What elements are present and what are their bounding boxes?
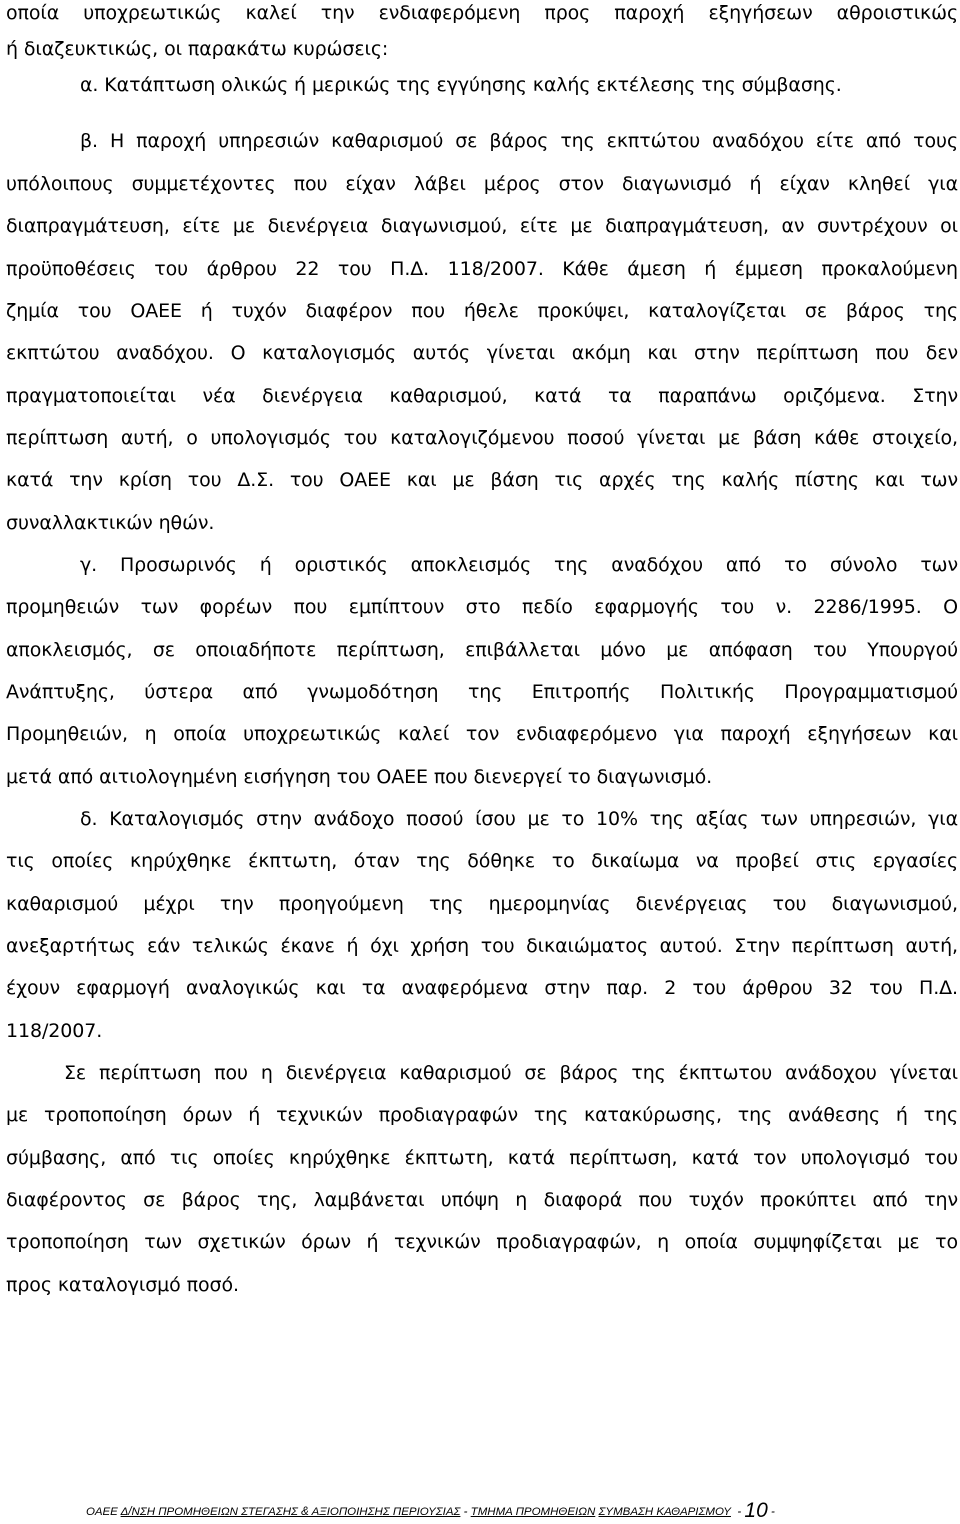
footer-section: ΤΜΗΜΑ ΠΡΟΜΗΘΕΙΩΝ bbox=[470, 1506, 596, 1518]
text-line-12: κατά την κρίση του Δ.Σ. του ΟΑΕΕ και με βάση τις αρχές της καλής πίστης και των bbox=[6, 469, 958, 491]
text-line-6: διαπραγμάτευση, είτε με διενέργεια διαγωνισμού, είτε με διαπραγμάτευση, αν συντρέχουν οι bbox=[6, 215, 958, 237]
text-line-29: διαφέροντος σε βάρος της, λαμβάνεται υπόψη η διαφορά που τυχόν προκύπτει από την bbox=[6, 1189, 958, 1211]
text-line-13: συναλλακτικών ηθών. bbox=[6, 512, 215, 534]
text-line-22: καθαρισμού μέχρι την προηγούμενη της ημερομηνίας διενέργειας του διαγωνισμού, bbox=[6, 893, 958, 915]
footer-dept: Δ/ΝΣΗ ΠΡΟΜΗΘΕΙΩΝ ΣΤΕΓΑΣΗΣ & ΑΞΙΟΠΟΙΗΣΗΣ ΠΕΡΙΟΥΣΙΑΣ bbox=[120, 1506, 461, 1518]
text-line-19: μετά από αιτιολογημένη εισήγηση του ΟΑΕΕ που διενεργεί το διαγωνισμό. bbox=[6, 766, 713, 788]
text-line-2: ή διαζευκτικώς, οι παρακάτω κυρώσεις: bbox=[6, 38, 389, 60]
text-line-30: τροποποίηση των σχετικών όρων ή τεχνικών προδιαγραφών, η οποία συμψηφίζεται με το bbox=[6, 1231, 958, 1253]
text-line-3: α. Κατάπτωση ολικώς ή μερικώς της εγγύησης καλής εκτέλεσης της σύμβασης. bbox=[80, 74, 842, 96]
text-line-5: υπόλοιπους συμμετέχοντες που είχαν λάβει μέρος στον διαγωνισμό ή είχαν κληθεί για bbox=[6, 173, 958, 195]
footer-org: ΟΑΕΕ bbox=[86, 1506, 118, 1518]
footer-page-suffix: - bbox=[770, 1506, 775, 1518]
page-number: 10 bbox=[744, 1499, 768, 1522]
text-line-31: προς καταλογισμό ποσό. bbox=[6, 1274, 239, 1296]
text-line-1: οποία υποχρεωτικώς καλεί την ενδιαφερόμενη προς παροχή εξηγήσεων αθροιστικώς bbox=[6, 2, 958, 24]
text-line-17: Ανάπτυξης, ύστερα από γνωμοδότηση της Επιτροπής Πολιτικής Προγραμματισμού bbox=[6, 681, 958, 703]
text-line-14: γ. Προσωρινός ή οριστικός αποκλεισμός της αναδόχου από το σύνολο των bbox=[80, 554, 958, 576]
text-line-18: Προμηθειών, η οποία υποχρεωτικώς καλεί τον ενδιαφερόμενο για παροχή εξηγήσεων και bbox=[6, 723, 958, 745]
text-line-27: με τροποποίηση όρων ή τεχνικών προδιαγραφών της κατακύρωσης, της ανάθεσης ή της bbox=[6, 1104, 958, 1126]
text-line-4: β. Η παροχή υπηρεσιών καθαρισμού σε βάρος της εκπτώτου αναδόχου είτε από τους bbox=[80, 130, 958, 152]
text-line-28: σύμβασης, από τις οποίες κηρύχθηκε έκπτωτη, κατά περίπτωση, κατά τον υπολογισμό του bbox=[6, 1147, 958, 1169]
text-line-10: πραγματοποιείται νέα διενέργεια καθαρισμού, κατά τα παραπάνω οριζόμενα. Στην bbox=[6, 385, 958, 407]
text-line-7: προϋποθέσεις του άρθρου 22 του Π.Δ. 118/2007. Κάθε άμεση ή έμμεση προκαλούμενη bbox=[6, 258, 958, 280]
footer-separator: - bbox=[463, 1506, 468, 1518]
footer-page-prefix: - bbox=[737, 1506, 742, 1518]
text-line-21: τις οποίες κηρύχθηκε έκπτωτη, όταν της δόθηκε το δικαίωμα να προβεί στις εργασίες bbox=[6, 850, 958, 872]
text-line-25: 118/2007. bbox=[6, 1020, 103, 1042]
text-line-9: εκπτώτου αναδόχου. Ο καταλογισμός αυτός γίνεται ακόμη και στην περίπτωση που δεν bbox=[6, 342, 958, 364]
text-line-23: ανεξαρτήτως εάν τελικώς έκανε ή όχι χρήση του δικαιώματος αυτού. Στην περίπτωση αυτή, bbox=[6, 935, 958, 957]
text-line-24: έχουν εφαρμογή αναλογικώς και τα αναφερόμενα στην παρ. 2 του άρθρου 32 του Π.Δ. bbox=[6, 977, 958, 999]
text-line-15: προμηθειών των φορέων που εμπίπτουν στο πεδίο εφαρμογής του ν. 2286/1995. Ο bbox=[6, 596, 958, 618]
text-line-16: αποκλεισμός, σε οποιαδήποτε περίπτωση, επιβάλλεται μόνο με απόφαση του Υπουργού bbox=[6, 639, 958, 661]
text-line-20: δ. Καταλογισμός στην ανάδοχο ποσού ίσου με το 10% της αξίας των υπηρεσιών, για bbox=[80, 808, 958, 830]
text-line-26: Σε περίπτωση που η διενέργεια καθαρισμού σε βάρος της έκπτωτου ανάδοχου γίνεται bbox=[64, 1062, 958, 1084]
footer-contract: ΣΥΜΒΑΣΗ ΚΑΘΑΡΙΣΜΟΥ bbox=[598, 1506, 731, 1518]
page-footer bbox=[86, 1500, 960, 1522]
text-line-11: περίπτωση αυτή, ο υπολογισμός του καταλογιζόμενου ποσού γίνεται με βάση κάθε στοιχείο, bbox=[6, 427, 958, 449]
text-line-8: ζημία του ΟΑΕΕ ή τυχόν διαφέρον που ήθελε προκύψει, καταλογίζεται σε βάρος της bbox=[6, 300, 958, 322]
